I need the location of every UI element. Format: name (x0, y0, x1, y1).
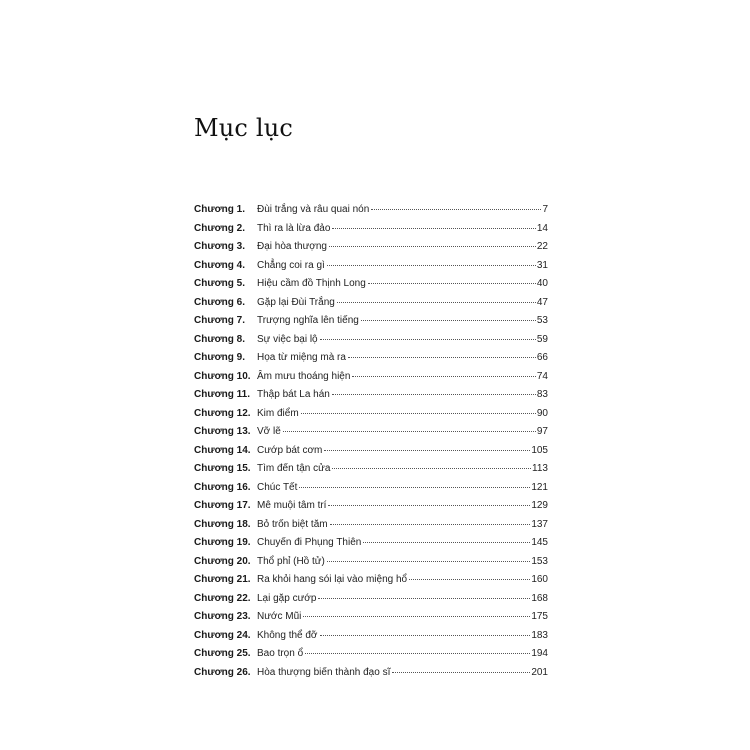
dot-leader (320, 339, 536, 340)
chapter-label: Chương 6. (194, 296, 246, 308)
chapter-title: Gặp lại Đùi Trắng (257, 296, 335, 308)
toc-row (194, 201, 548, 220)
chapter-title: Sự việc bại lộ (257, 333, 318, 345)
dot-leader (332, 394, 536, 395)
chapter-title: Đại hòa thượng (257, 241, 327, 252)
toc-row (194, 645, 548, 664)
chapter-label: Chương 13. (194, 426, 251, 437)
chapter-label: Chương 7. (194, 315, 246, 326)
chapter-label: Chương 1. (194, 204, 246, 215)
chapter-page: 90 (536, 407, 548, 419)
chapter-title: Hòa thượng biến thành đạo sĩ (257, 666, 391, 678)
chapter-label: Chương 14. (194, 444, 251, 456)
toc-row (194, 534, 548, 553)
chapter-page: 113 (532, 463, 548, 474)
dot-leader (363, 542, 530, 543)
chapter-label: Chương 9. (194, 352, 246, 363)
chapter-title: Vỡ lẽ (257, 426, 281, 437)
chapter-title: Cướp bát cơm (257, 444, 323, 456)
chapter-title: Mê muội tâm trí (257, 500, 327, 511)
chapter-title: Lại gặp cướp (257, 592, 317, 604)
dot-leader (332, 468, 531, 469)
dot-leader (361, 320, 536, 321)
chapter-title: Họa từ miệng mà ra (257, 352, 346, 363)
chapter-label: Chương 16. (194, 481, 251, 493)
dot-leader (327, 561, 530, 562)
chapter-title: Kim điểm (257, 407, 299, 419)
chapter-label: Chương 18. (194, 518, 251, 530)
dot-leader (352, 376, 535, 377)
chapter-page: 183 (531, 629, 548, 641)
chapter-page: 160 (531, 574, 548, 585)
chapter-title: Chúc Tết (257, 481, 298, 493)
chapter-page: 175 (531, 611, 548, 622)
dot-leader (303, 616, 530, 617)
toc-row (194, 590, 548, 609)
chapter-page: 66 (536, 352, 548, 363)
table-of-contents (194, 201, 548, 682)
chapter-label: Chương 2. (194, 222, 246, 234)
chapter-label: Chương 21. (194, 574, 251, 585)
toc-row (194, 275, 548, 294)
chapter-page: 83 (536, 389, 548, 400)
dot-leader (330, 524, 531, 525)
dot-leader (301, 413, 536, 414)
chapter-page: 53 (536, 315, 548, 326)
chapter-title: Thập bát La hán (257, 389, 330, 400)
dot-leader (305, 653, 530, 654)
dot-leader (299, 487, 530, 488)
chapter-page: 14 (536, 222, 548, 234)
chapter-label: Chương 10. (194, 370, 251, 382)
dot-leader (409, 579, 530, 580)
chapter-title: Nước Mũi (257, 611, 302, 622)
toc-row (194, 405, 548, 424)
chapter-label: Chương 15. (194, 463, 251, 474)
chapter-page: 22 (536, 241, 548, 252)
toc-row (194, 220, 548, 239)
toc-row (194, 312, 548, 331)
chapter-title: Tìm đến tận cửa (257, 463, 331, 474)
dot-leader (283, 431, 536, 432)
chapter-label: Chương 25. (194, 648, 251, 659)
toc-row (194, 460, 548, 479)
chapter-label: Chương 11. (194, 389, 251, 400)
toc-row (194, 442, 548, 461)
toc-row (194, 571, 548, 590)
chapter-label: Chương 24. (194, 629, 251, 641)
chapter-label: Chương 5. (194, 278, 246, 289)
toc-row (194, 238, 548, 257)
chapter-title: Hiệu cầm đồ Thịnh Long (257, 278, 366, 289)
chapter-page: 97 (536, 426, 548, 437)
chapter-label: Chương 4. (194, 259, 246, 271)
toc-row (194, 553, 548, 572)
dot-leader (368, 283, 536, 284)
chapter-page: 59 (536, 333, 548, 345)
dot-leader (332, 228, 535, 229)
dot-leader (327, 265, 536, 266)
dot-leader (392, 672, 530, 673)
chapter-label: Chương 12. (194, 407, 251, 419)
dot-leader (371, 209, 541, 210)
chapter-page: 145 (531, 537, 548, 548)
chapter-page: 47 (536, 296, 548, 308)
dot-leader (318, 598, 530, 599)
chapter-label: Chương 22. (194, 592, 251, 604)
toc-row (194, 479, 548, 498)
chapter-page: 40 (536, 278, 548, 289)
dot-leader (337, 302, 536, 303)
chapter-label: Chương 20. (194, 555, 251, 567)
chapter-label: Chương 17. (194, 500, 251, 511)
dot-leader (348, 357, 536, 358)
chapter-title: Bỏ trốn biệt tăm (257, 518, 328, 530)
dot-leader (324, 450, 530, 451)
toc-row (194, 331, 548, 350)
dot-leader (320, 635, 531, 636)
chapter-label: Chương 8. (194, 333, 246, 345)
chapter-label: Chương 23. (194, 611, 251, 622)
toc-row (194, 294, 548, 313)
chapter-title: Âm mưu thoáng hiện (257, 370, 351, 382)
toc-row (194, 368, 548, 387)
chapter-title: Ra khỏi hang sói lại vào miệng hổ (257, 574, 408, 585)
toc-row (194, 349, 548, 368)
chapter-title: Chuyến đi Phụng Thiên (257, 537, 362, 548)
chapter-page: 74 (536, 370, 548, 382)
chapter-page: 168 (531, 592, 548, 604)
chapter-title: Thì ra là lừa đảo (257, 222, 331, 234)
chapter-label: Chương 19. (194, 537, 251, 548)
chapter-page: 201 (531, 666, 548, 678)
chapter-page: 129 (531, 500, 548, 511)
chapter-label: Chương 3. (194, 241, 246, 252)
chapter-label: Chương 26. (194, 666, 251, 678)
dot-leader (328, 505, 530, 506)
toc-row (194, 664, 548, 683)
toc-row (194, 423, 548, 442)
toc-row (194, 497, 548, 516)
dot-leader (329, 246, 536, 247)
chapter-page: 7 (542, 204, 548, 215)
toc-row (194, 386, 548, 405)
chapter-title: Bao trọn ổ (257, 648, 304, 659)
chapter-title: Trượng nghĩa lên tiếng (257, 315, 359, 326)
chapter-page: 194 (531, 648, 548, 659)
chapter-page: 121 (531, 481, 548, 493)
chapter-page: 31 (536, 259, 548, 271)
chapter-title: Không thể đỡ (257, 629, 318, 641)
chapter-page: 153 (531, 555, 548, 567)
chapter-title: Đùi trắng và râu quai nón (257, 204, 370, 215)
chapter-page: 105 (531, 444, 548, 456)
toc-row (194, 608, 548, 627)
toc-row (194, 257, 548, 276)
toc-row (194, 627, 548, 646)
chapter-title: Thổ phỉ (Hồ tử) (257, 555, 325, 567)
toc-row (194, 516, 548, 535)
chapter-title: Chẳng coi ra gì (257, 259, 325, 271)
page-title: Mục lục (194, 114, 294, 142)
chapter-page: 137 (531, 518, 548, 530)
